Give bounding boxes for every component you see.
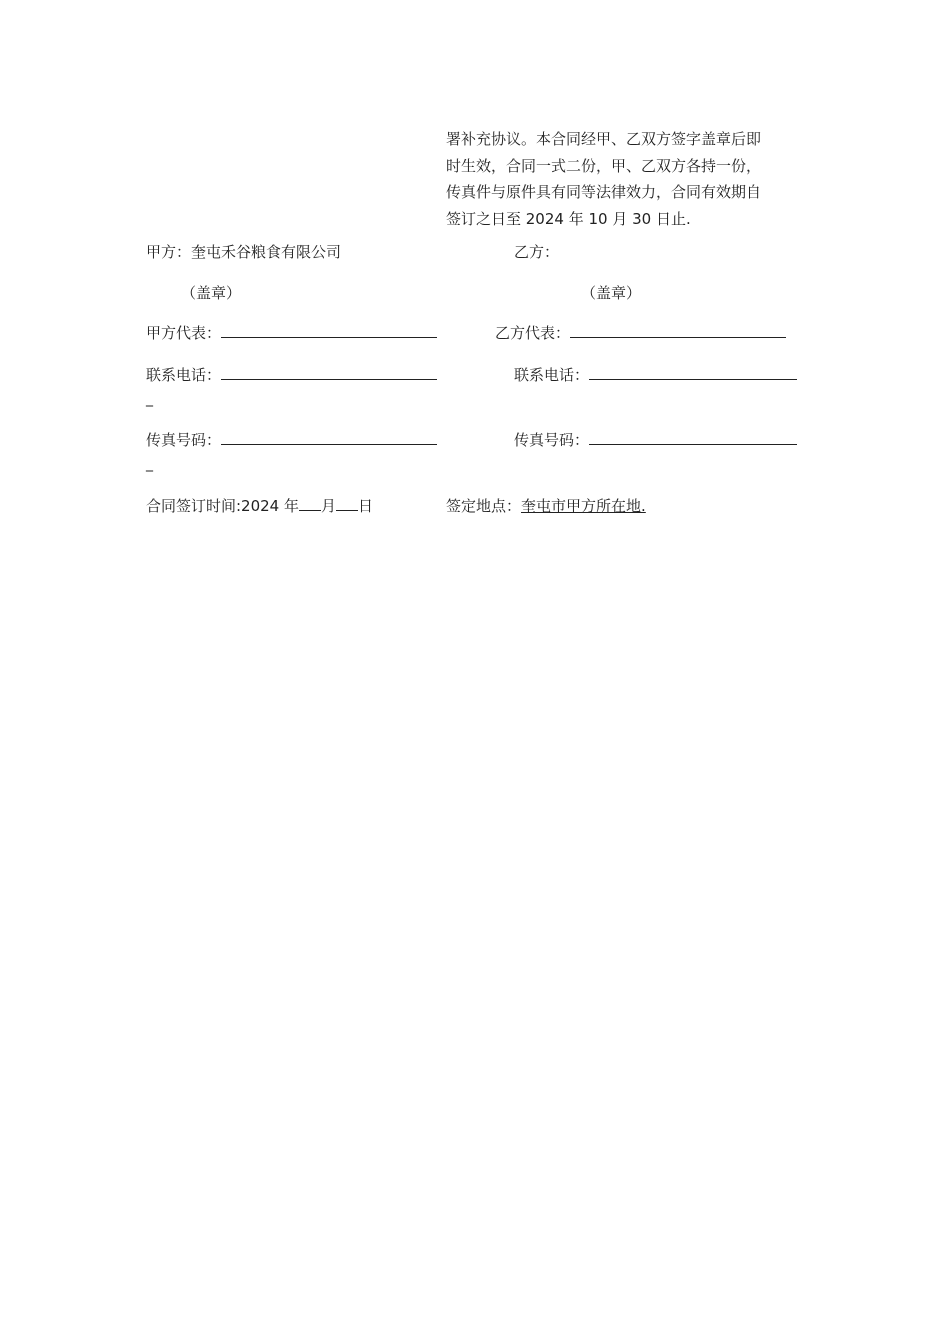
- month-blank: [299, 496, 321, 511]
- party-a-label: 甲方：: [146, 243, 192, 261]
- day-blank: [336, 496, 358, 511]
- party-a-representative: [146, 323, 437, 343]
- party-b-rep-blank: [570, 323, 786, 338]
- party-a-seal: （盖章）: [181, 284, 242, 302]
- month-label: 月: [321, 497, 337, 515]
- signing-date: [146, 496, 373, 516]
- fax-line-overflow: _: [146, 456, 153, 472]
- party-a-phone: [146, 365, 437, 385]
- party-b-phone-blank: [589, 365, 797, 380]
- party-a-rep-label: 甲方代表：: [146, 324, 222, 342]
- party-b-phone: [514, 365, 797, 385]
- party-a-phone-blank: [221, 365, 437, 380]
- signing-place-value: 奎屯市甲方所在地.: [521, 497, 646, 515]
- signing-place-label: 签定地点：: [446, 497, 522, 515]
- party-b-fax-label: 传真号码：: [514, 431, 590, 449]
- party-a-name: 奎屯禾谷粮食有限公司: [191, 243, 342, 261]
- party-b-fax: [514, 430, 797, 450]
- clause-line-2: 时生效，合同一式二份，甲、乙双方各持一份，: [446, 156, 762, 175]
- party-a-fax-label: 传真号码：: [146, 431, 222, 449]
- signing-date-prefix: 合同签订时间:2024 年: [146, 497, 299, 515]
- party-a-fax-blank: [221, 430, 437, 445]
- party-b-phone-label: 联系电话：: [514, 366, 590, 384]
- party-b-rep-label: 乙方代表：: [495, 324, 571, 342]
- signing-place: [446, 496, 646, 516]
- party-b-fax-blank: [589, 430, 797, 445]
- clause-line-3: 传真件与原件具有同等法律效力，合同有效期自: [446, 183, 762, 201]
- party-a-rep-blank: [221, 323, 437, 338]
- party-a-phone-label: 联系电话：: [146, 366, 222, 384]
- clause-line-4: 签订之日至 2024 年 10 月 30 日止.: [446, 209, 691, 228]
- party-b-label: 乙方：: [514, 243, 560, 261]
- party-a-fax: [146, 430, 437, 450]
- phone-line-overflow: _: [146, 391, 153, 407]
- clause-line-1: 署补充协议。本合同经甲、乙双方签字盖章后即: [446, 130, 762, 148]
- party-b-seal: （盖章）: [581, 284, 642, 302]
- party-b-representative: [495, 323, 786, 343]
- contract-validity-clause: [446, 126, 810, 232]
- day-label: 日: [358, 497, 374, 515]
- party-a-heading: [146, 242, 341, 262]
- party-b-heading: [514, 242, 559, 262]
